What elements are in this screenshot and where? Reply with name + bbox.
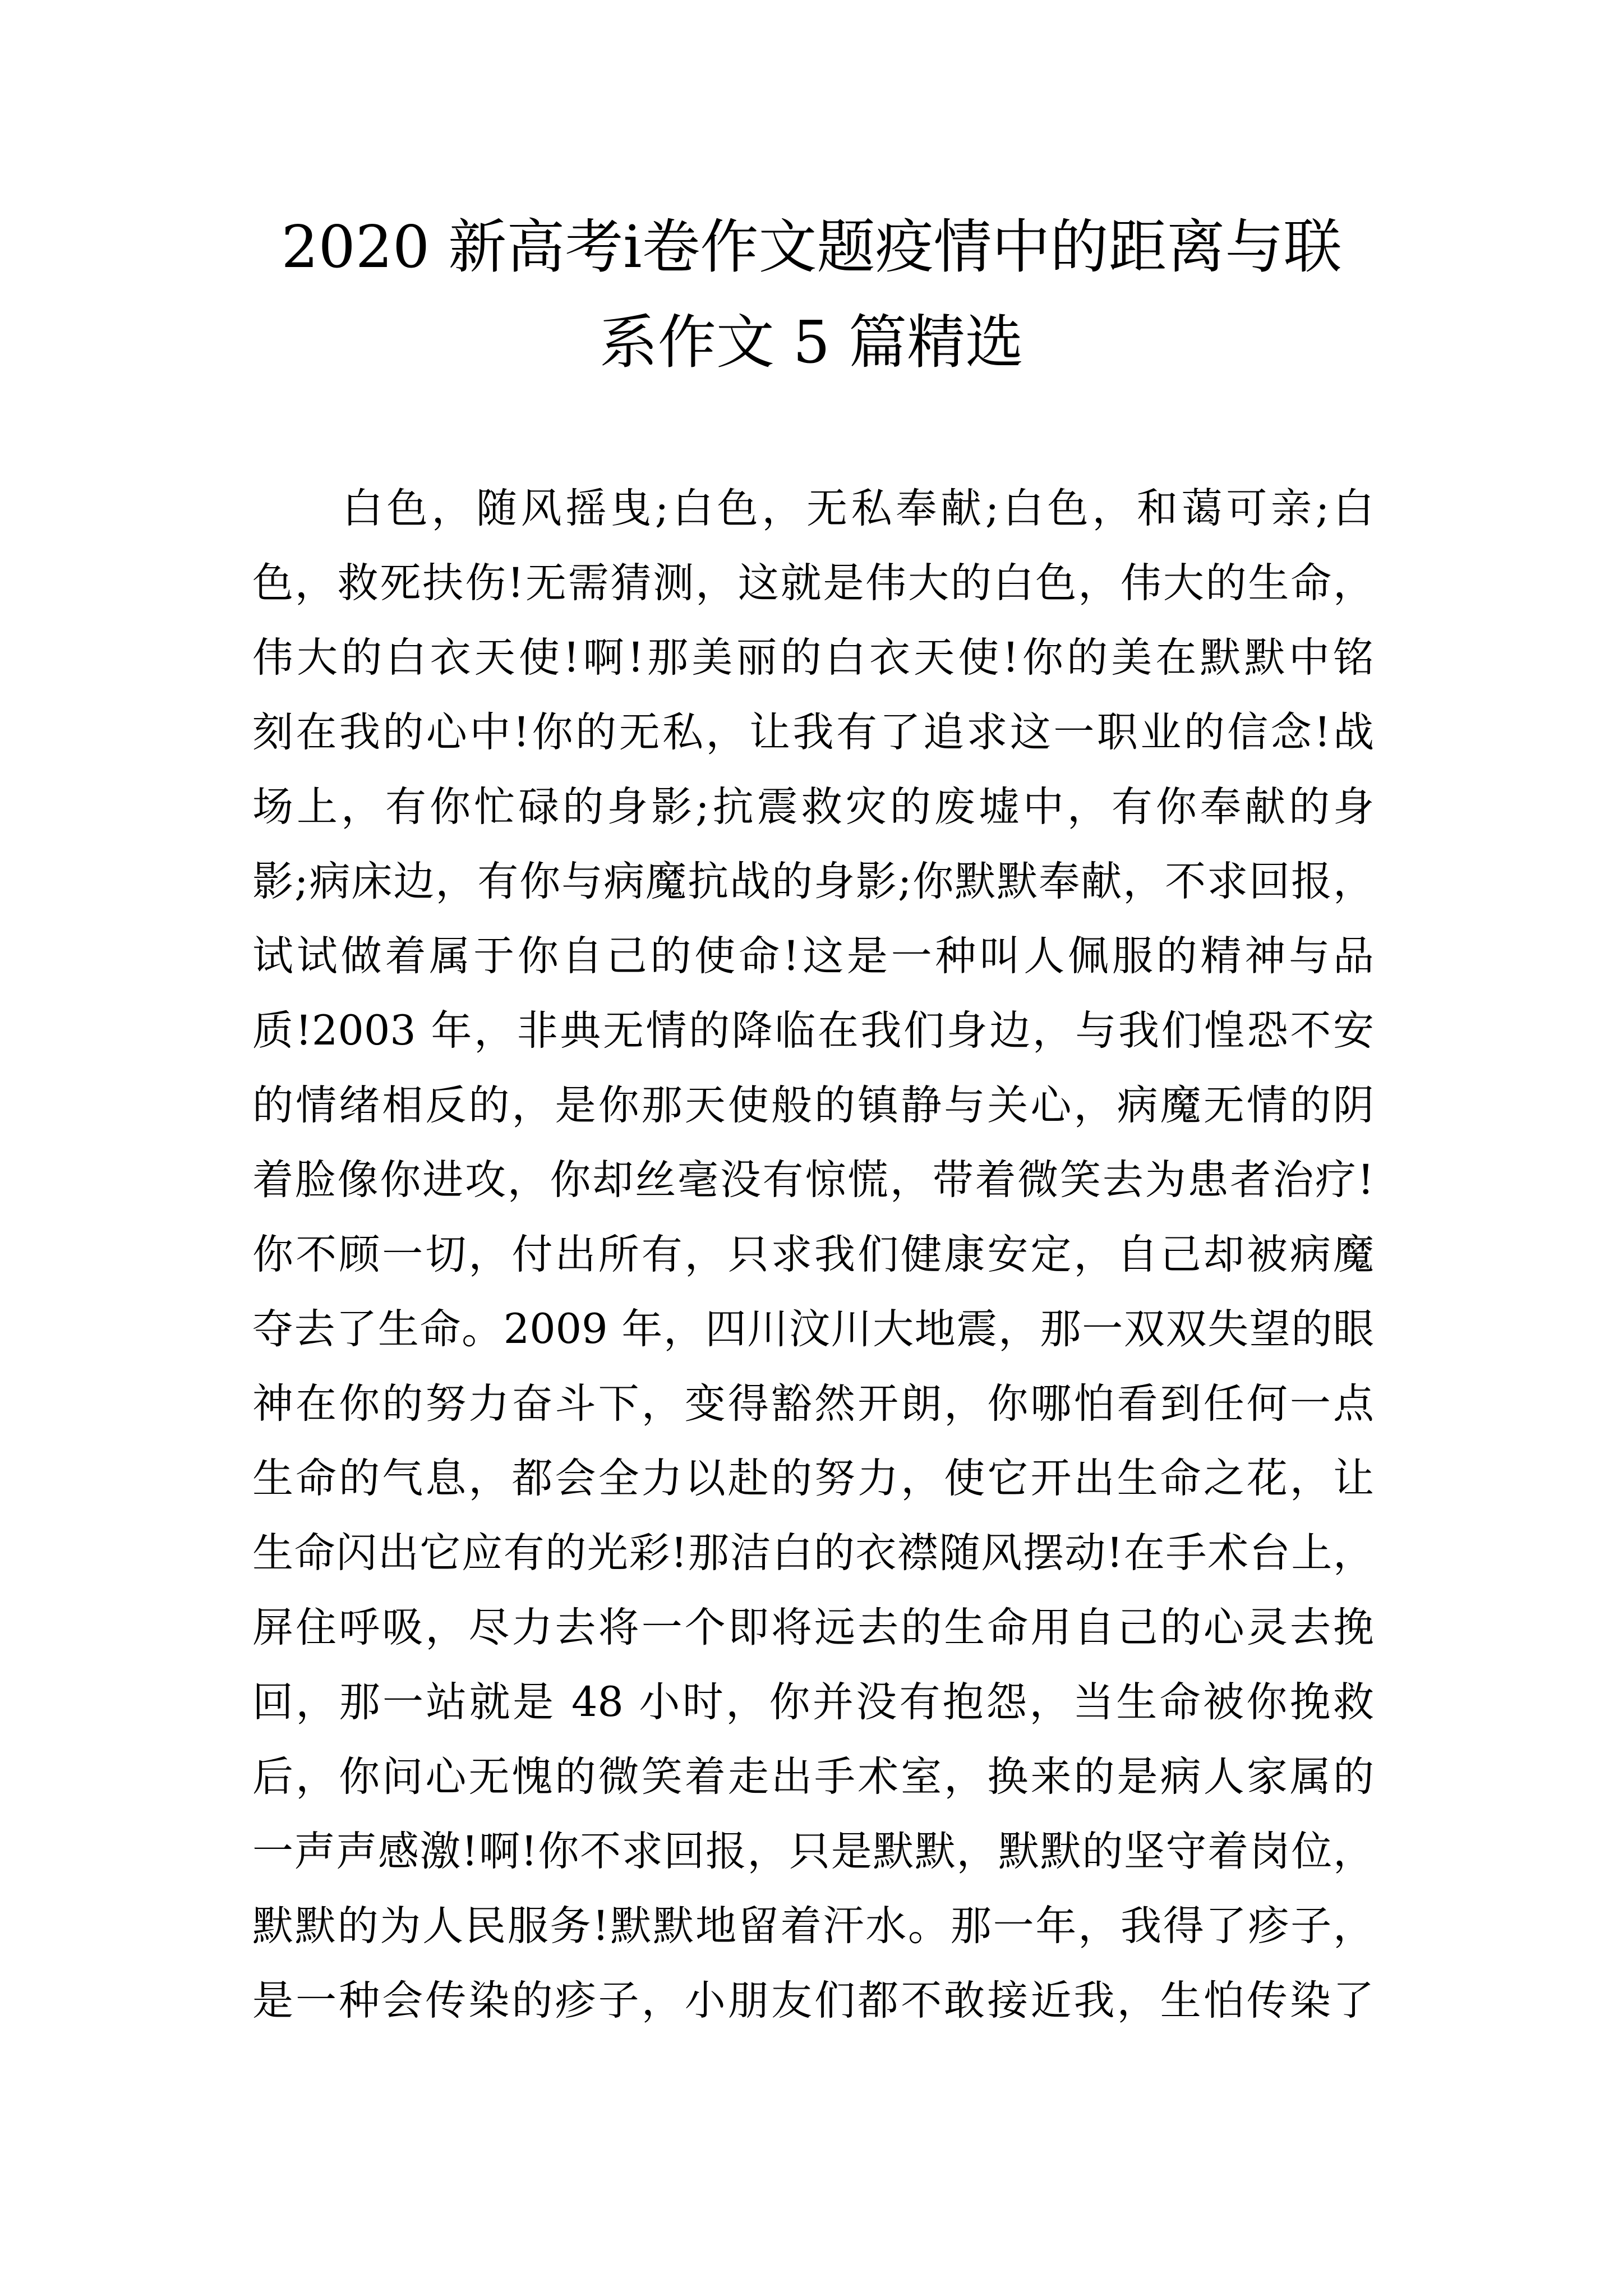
body-line: 色，救死扶伤!无需猜测，这就是伟大的白色，伟大的生命，: [252, 559, 1374, 607]
body-line: 后，你问心无愧的微笑着走出手术室，换来的是病人家属的: [252, 1753, 1374, 1801]
body-line: 夺去了生命。2009 年，四川汶川大地震，那一双双失望的眼: [252, 1305, 1374, 1353]
body-line: 着脸像你进攻，你却丝毫没有惊慌，带着微笑去为患者治疗!: [252, 1156, 1374, 1204]
title-line-1: 2020 新高考ⅰ卷作文题疫情中的距离与联: [281, 213, 1342, 281]
body-line: 屏住呼吸，尽力去将一个即将远去的生命用自己的心灵去挽: [252, 1604, 1374, 1651]
body-line: 质!2003 年，非典无情的降临在我们身边，与我们惶恐不安: [252, 1007, 1374, 1055]
body-line: 是一种会传染的疹子，小朋友们都不敢接近我，生怕传染了: [252, 1977, 1374, 2024]
body-line: 试试做着属于你自己的使命!这是一种叫人佩服的精神与品: [252, 932, 1374, 980]
body-line: 伟大的白衣天使!啊!那美丽的白衣天使!你的美在默默中铭: [252, 634, 1374, 682]
body-line: 你不顾一切，付出所有，只求我们健康安定，自己却被病魔: [252, 1231, 1374, 1278]
body-line: 生命闪出它应有的光彩!那洁白的衣襟随风摆动!在手术台上，: [252, 1529, 1374, 1577]
document-title: [213, 199, 1410, 390]
body-line: 生命的气息，都会全力以赴的努力，使它开出生命之花，让: [252, 1455, 1374, 1502]
body-paragraph: [252, 471, 1374, 2038]
body-line: 刻在我的心中!你的无私，让我有了追求这一职业的信念!战: [252, 708, 1374, 756]
body-line: 影;病床边，有你与病魔抗战的身影;你默默奉献，不求回报，: [252, 858, 1374, 905]
body-line: 默默的为人民服务!默默地留着汗水。那一年，我得了疹子，: [252, 1902, 1374, 1950]
body-line: 神在你的努力奋斗下，变得豁然开朗，你哪怕看到任何一点: [252, 1380, 1374, 1428]
body-line: 场上，有你忙碌的身影;抗震救灾的废墟中，有你奉献的身: [252, 783, 1374, 831]
title-line-2: 系作文 5 篇精选: [599, 308, 1024, 376]
body-line: 的情绪相反的，是你那天使般的镇静与关心，病魔无情的阴: [252, 1082, 1374, 1129]
body-line: 回，那一站就是 48 小时，你并没有抱怨，当生命被你挽救: [252, 1678, 1374, 1726]
body-line: 一声声感激!啊!你不求回报，只是默默，默默的坚守着岗位，: [252, 1828, 1374, 1875]
body-line: 白色，随风摇曳;白色，无私奉献;白色，和蔼可亲;白: [342, 485, 1374, 532]
